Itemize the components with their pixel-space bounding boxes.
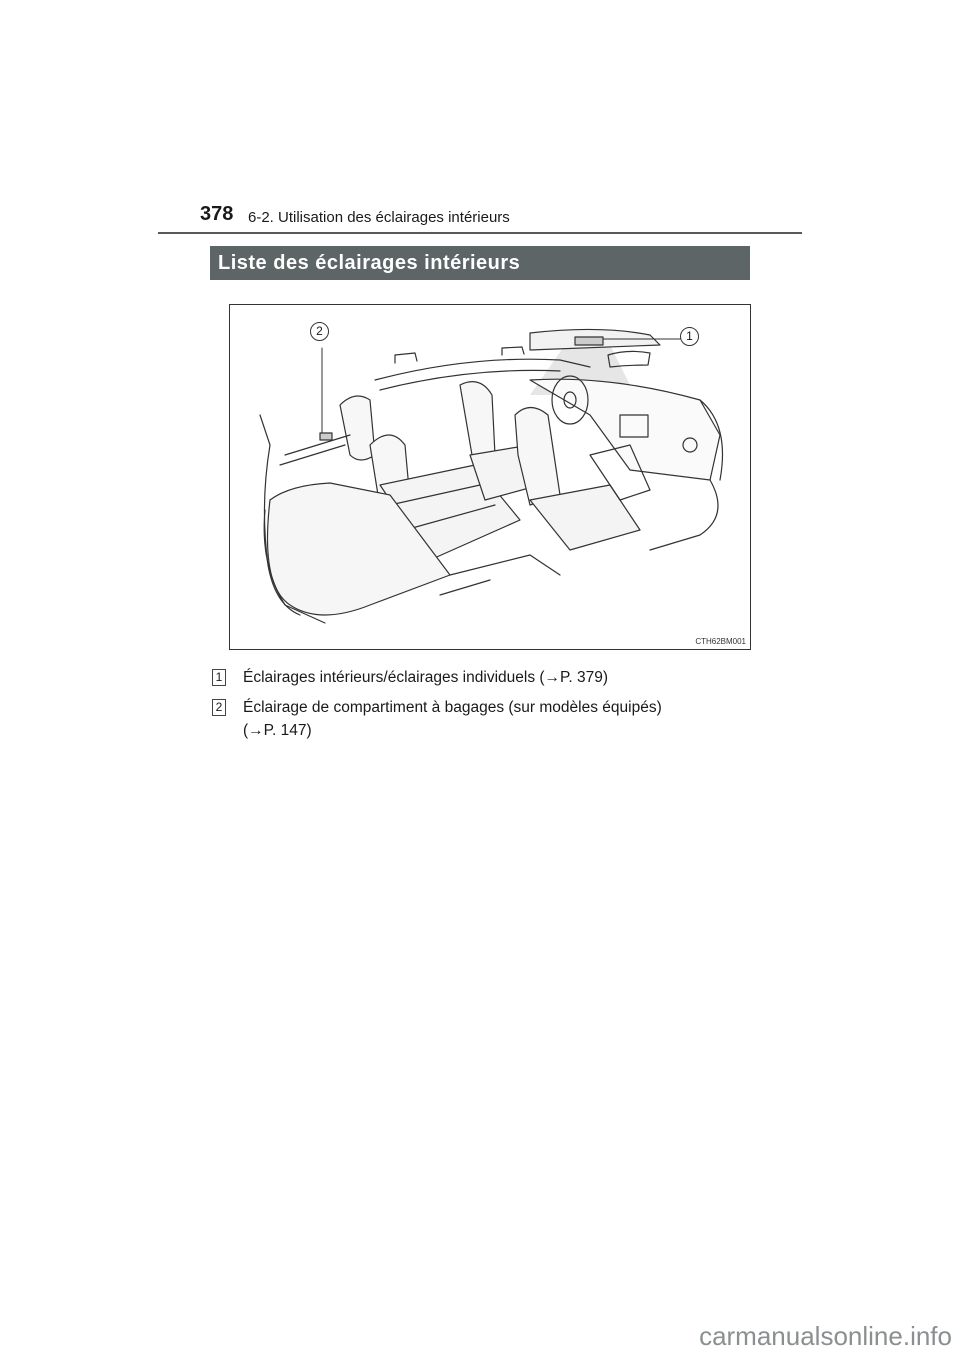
list-item: [212, 666, 772, 689]
heading-text: Liste des éclairages intérieurs: [218, 252, 521, 274]
page-number: 378: [200, 203, 234, 225]
interior-illustration: [229, 304, 751, 650]
figure-callout-1: 1: [680, 327, 699, 346]
car-interior-drawing: [230, 305, 752, 651]
legend-list: [212, 666, 772, 749]
watermark: carmanualsonline.info: [699, 1321, 952, 1351]
section-title: 6-2. Utilisation des éclairages intérieurs: [248, 209, 510, 226]
item-text-line: Éclairage de compartiment à bagages (sur modèles équipés): [243, 699, 662, 716]
item-number-box: 1: [212, 669, 226, 686]
item-number-box: 2: [212, 699, 226, 716]
header-rule: [158, 232, 802, 234]
list-item: [212, 696, 772, 742]
item-text-line: (→P. 147): [243, 722, 312, 739]
figure-callout-2: 2: [310, 322, 329, 341]
item-text-line: Éclairages intérieurs/éclairages individuels (→P. 379): [243, 669, 609, 686]
heading-bar: [210, 246, 750, 280]
figure-code: CTH62BM001: [695, 637, 746, 646]
